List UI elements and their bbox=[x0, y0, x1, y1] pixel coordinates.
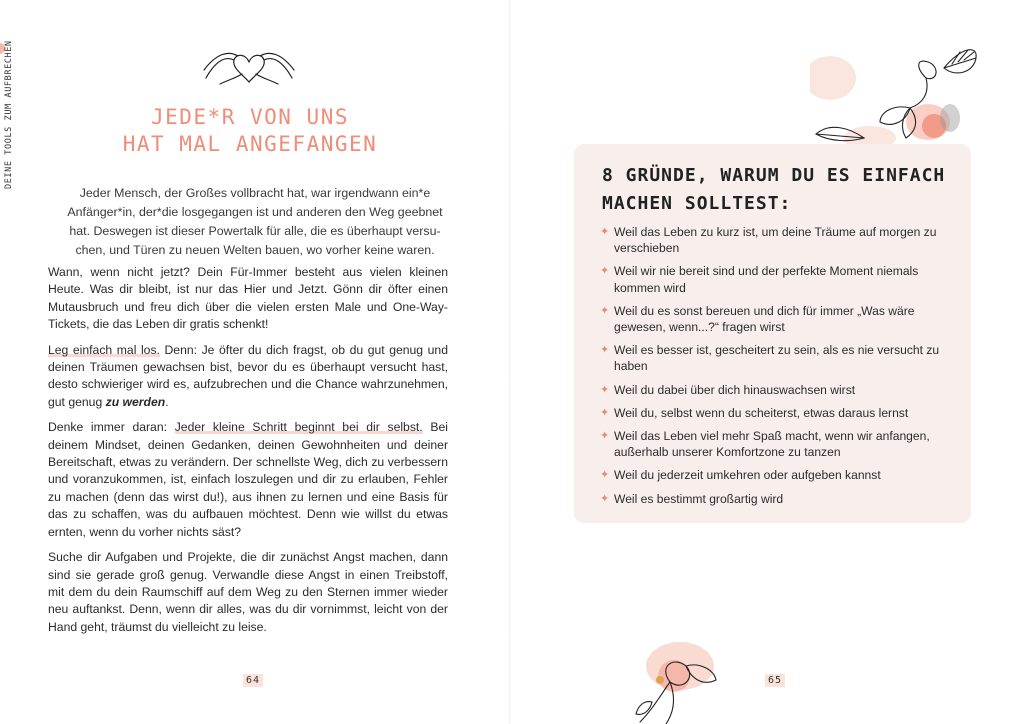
reasons-list bbox=[600, 224, 950, 514]
list-item-text: Weil du, selbst wenn du scheiterst, etwas daraus lernst bbox=[614, 405, 909, 420]
paragraph: Wann, wenn nicht jetzt? Dein Für-Immer besteht aus vielen kleinen Heute. Was dir bleibt, ist nur das Hier und Jetzt. Gönn dir öfter einen Mutausbruch und freu dich über die vielen ersten Male und One-Way-Tickets, die das Leben dir gratis schenkt! bbox=[48, 265, 448, 332]
star-bullet-icon: ✦ bbox=[600, 304, 610, 317]
intro-paragraph: Jeder Mensch, der Großes vollbracht hat, war irgendwann ein*e Anfänger*in, der*die losgegangen ist und anderen den Weg geebnet hat. Deswegen ist dieser Powertalk für alle, die es überhaupt versuchen, und Türen zu neuen Welten bauen, wo vorher keine waren. bbox=[67, 186, 443, 257]
paragraph-text: Bei deinem Mindset, deinen Gedanken, deinen Gewohnheiten und deiner Bereitschaft, etwas zu verändern. Der schnellste Weg, dich zu verbessern und voranzukommen, ist, einfach loszulegen und dir zu erlauben, Fehler zu machen (denn das wirst du!), aus ihnen zu lernen und eine Basis für das zu schaffen, was du aufbauen möchtest. Denn wie willst du etwas ernten, wenn du vorher nichts säst? bbox=[48, 420, 449, 539]
star-bullet-icon: ✦ bbox=[600, 430, 610, 443]
star-bullet-icon: ✦ bbox=[600, 226, 610, 238]
list-item-text: Weil es bestimmt großartig wird bbox=[614, 491, 784, 506]
star-bullet-icon: ✦ bbox=[600, 383, 610, 396]
right-page bbox=[510, 0, 1020, 724]
list-item bbox=[600, 224, 950, 256]
list-item bbox=[600, 428, 950, 460]
running-head: DEINE TOOLS ZUM AUFBRECHEN bbox=[4, 40, 14, 189]
floral-decoration-icon bbox=[810, 38, 990, 158]
list-item bbox=[600, 342, 950, 374]
box-title: 8 GRÜNDE, WARUM DU ES EINFACH MACHEN SOLLTEST: bbox=[602, 165, 946, 214]
star-bullet-icon: ✦ bbox=[600, 344, 610, 357]
page-number: 65 bbox=[765, 674, 785, 687]
list-item bbox=[600, 303, 950, 335]
list-item-text: Weil das Leben viel mehr Spaß macht, wenn wir anfangen, außerhalb unserer Komfortzone zu tanzen bbox=[614, 429, 930, 460]
star-bullet-icon: ✦ bbox=[600, 265, 610, 278]
heart-hands-icon bbox=[202, 44, 296, 88]
star-bullet-icon: ✦ bbox=[600, 492, 610, 505]
list-item-text: Weil du dabei über dich hinauswachsen wirst bbox=[614, 382, 856, 397]
reasons-box bbox=[574, 144, 971, 523]
star-bullet-icon: ✦ bbox=[600, 469, 610, 482]
emphasis-text: zu werden bbox=[105, 394, 166, 409]
title-line: JEDE*R VON UNS bbox=[150, 105, 349, 129]
list-item bbox=[600, 491, 950, 507]
page-number: 64 bbox=[243, 674, 263, 687]
list-item-text: Weil wir nie bereit sind und der perfekte Moment niemals kommen wird bbox=[614, 264, 919, 295]
list-item-text: Weil du jederzeit umkehren oder aufgeben kannst bbox=[614, 468, 881, 483]
flower-illustration-icon bbox=[630, 636, 740, 724]
title-line: HAT MAL ANGEFANGEN bbox=[122, 132, 378, 156]
highlighted-phrase: Leg einfach mal los. bbox=[48, 342, 160, 357]
paragraph-text: Denke immer daran: bbox=[48, 420, 175, 435]
page-title bbox=[100, 104, 400, 158]
list-item bbox=[600, 467, 950, 483]
paragraph: Suche dir Aufgaben und Projekte, die dir zunächst Angst machen, dann sind sie gerade groß genug. Verwandle diese Angst in einen Treibstoff, mit dem du dein Raumschiff auf dem Weg zu den Sternen immer wieder neu auftankst. Denn, wenn dir alles, was du dir vornimmst, leicht von der Hand geht, träumst du vielleicht zu leise. bbox=[48, 550, 448, 634]
list-item-text: Weil es besser ist, gescheitert zu sein, als es nie versucht zu haben bbox=[614, 343, 940, 374]
paragraph bbox=[48, 342, 448, 412]
list-item-text: Weil das Leben zu kurz ist, um deine Träume auf morgen zu verschieben bbox=[614, 225, 937, 256]
paragraph-end: . bbox=[165, 394, 169, 409]
highlighted-phrase: Jeder kleine Schritt beginnt bei dir selbst. bbox=[174, 420, 423, 435]
body-text bbox=[48, 264, 448, 644]
paragraph bbox=[48, 419, 448, 541]
list-item-text: Weil du es sonst bereuen und dich für immer „Was wäre gewesen, wenn...?“ fragen wirst bbox=[614, 303, 915, 335]
list-item bbox=[600, 405, 950, 421]
list-item bbox=[600, 382, 950, 398]
list-item bbox=[600, 263, 950, 295]
star-bullet-icon: ✦ bbox=[600, 406, 610, 419]
paragraph-text: Denn: Je öfter du dich fragst, ob du gut genug und deinen Träumen gewachsen bist, bevor du es überhaupt versucht hast, desto schwieriger wird es, aufzubrechen und die Chance wahrzunehmen, gut genug bbox=[48, 342, 448, 409]
